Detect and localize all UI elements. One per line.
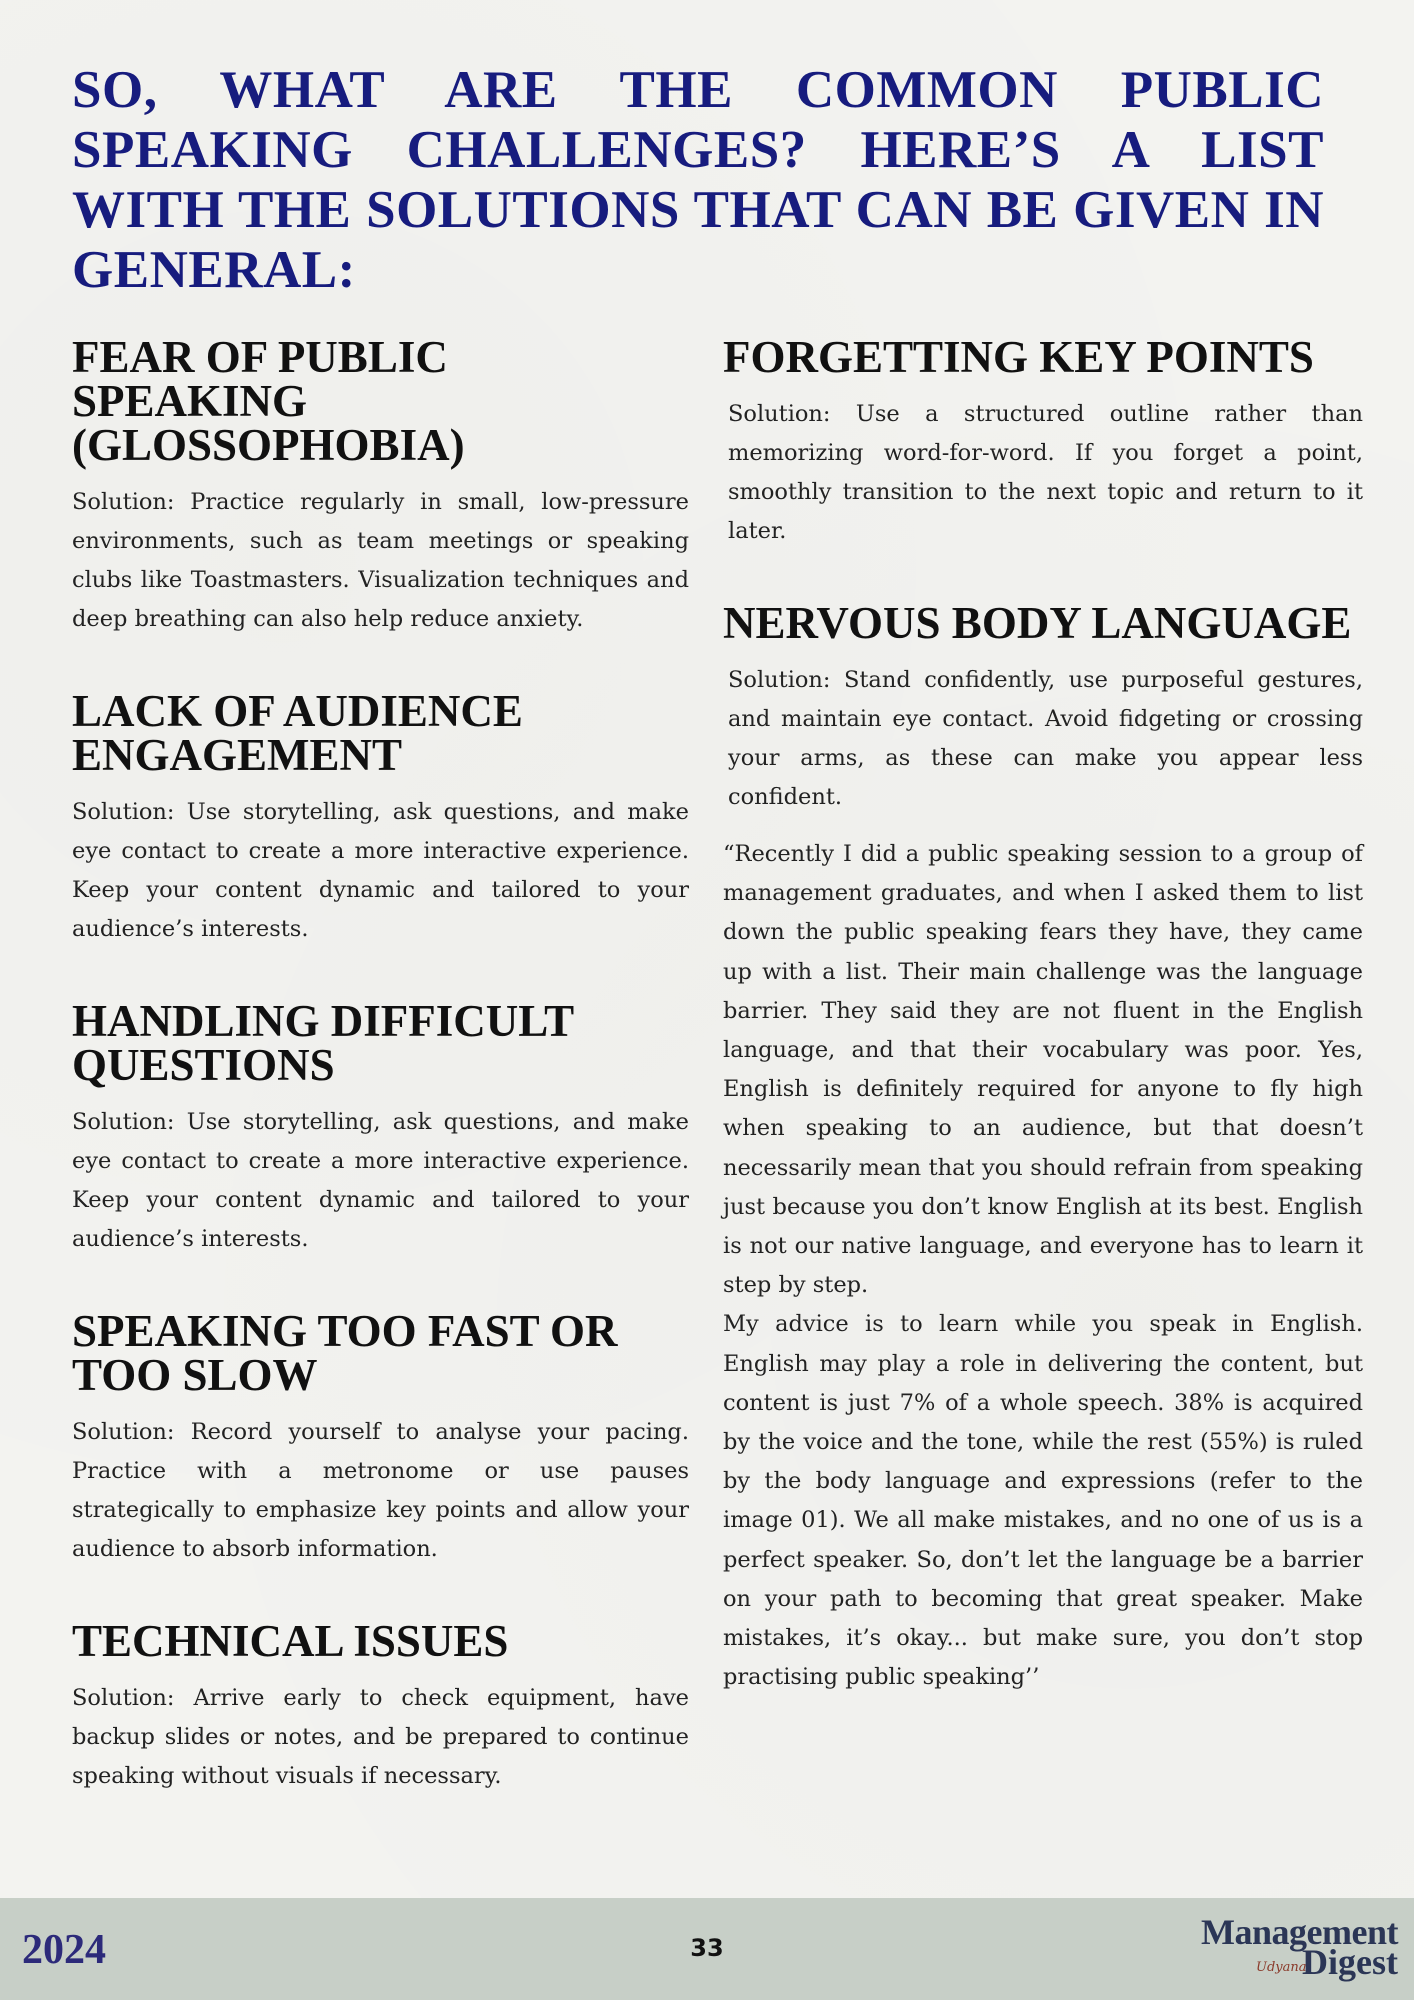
section-body: Solution: Arrive early to check equipment, have backup slides or notes, and be prepared to continue speaking without visuals if necessary. (72, 1685, 689, 1789)
section-title: FEAR OF PUBLIC SPEAKING (GLOSSOPHOBIA) (72, 332, 465, 470)
section-title: TECHNICAL ISSUES (72, 1616, 509, 1666)
section-body: Solution: Use a structured outline rather than memorizing word-for-word. If you forget a point, smoothly transition to the next topic and return to it later. (728, 401, 1363, 544)
page-title: SO, WHAT ARE THE COMMON PUBLIC SPEAKING CHALLENGES? HERE’S A LIST WITH THE SOLUTIONS THAT CAN BE GIVEN IN GENERAL: (72, 61, 1324, 299)
magazine-logo (1198, 1914, 1398, 1984)
section-title: LACK OF AUDIENCE ENGAGEMENT (72, 686, 523, 780)
section-title: SPEAKING TOO FAST OR TOO SLOW (72, 1306, 618, 1400)
section-title: FORGETTING KEY POINTS (723, 332, 1314, 382)
challenge-section (72, 686, 689, 949)
challenge-section (72, 1306, 689, 1569)
challenge-section (72, 332, 689, 639)
logo-small-text: Udyana (1256, 1960, 1307, 1975)
logo-text-bottom: Digest (1302, 1942, 1398, 1982)
footer (0, 1898, 1414, 2000)
section-body: Solution: Record yourself to analyse your pacing. Practice with a metronome or use pauses strategically to emphasize key points and allow your audience to absorb information. (72, 1419, 689, 1562)
right-column (723, 332, 1363, 1697)
footer-year: 2024 (22, 1927, 106, 1973)
quote-paragraph: My advice is to learn while you speak in English. English may play a role in delivering the content, but content is just 7% of a whole speech. 38% is acquired by the voice and the tone, while the rest (55%) is ruled by the body language and expressions (refer to the image 01). We all make mistakes, and no one of us is a perfect speaker. So, don’t let the language be a barrier on your path to becoming that great speaker. Make mistakes, it’s okay... but make sure, you don’t stop practising public speaking’’ (723, 1311, 1363, 1691)
challenge-section (723, 598, 1363, 817)
challenge-section (72, 1616, 689, 1796)
left-column (72, 332, 689, 1796)
logo-text-top: Management (1201, 1912, 1398, 1952)
quote-paragraph: “Recently I did a public speaking session to a group of management graduates, and when I asked them to list down the public speaking fears they have, they came up with a list. Their main challenge was the language barrier. They said they are not fluent in the English language, and that their vocabulary was poor. Yes, English is definitely required for anyone to fly high when speaking to an audience, but that doesn’t necessarily mean that you should refrain from speaking just because you don’t know English at its best. English is not our native language, and everyone has to learn it step by step. (723, 841, 1363, 1299)
section-body: Solution: Stand confidently, use purposeful gestures, and maintain eye contact. Avoid fidgeting or crossing your arms, as these can make you appear less confident. (728, 667, 1363, 810)
page-number: 33 (690, 1934, 724, 1962)
section-body: Solution: Use storytelling, ask questions, and make eye contact to create a more interactive experience. Keep your content dynamic and tailored to your audience’s interests. (72, 1109, 689, 1252)
challenge-section (723, 332, 1363, 551)
section-body: Solution: Use storytelling, ask questions, and make eye contact to create a more interactive experience. Keep your content dynamic and tailored to your audience’s interests. (72, 799, 689, 942)
section-title: HANDLING DIFFICULT QUESTIONS (72, 996, 574, 1090)
section-body: Solution: Practice regularly in small, low-pressure environments, such as team meetings or speaking clubs like Toastmasters. Visualization techniques and deep breathing can also help reduce anxiety. (72, 489, 689, 632)
section-title: NERVOUS BODY LANGUAGE (723, 598, 1352, 648)
challenge-section (72, 996, 689, 1259)
